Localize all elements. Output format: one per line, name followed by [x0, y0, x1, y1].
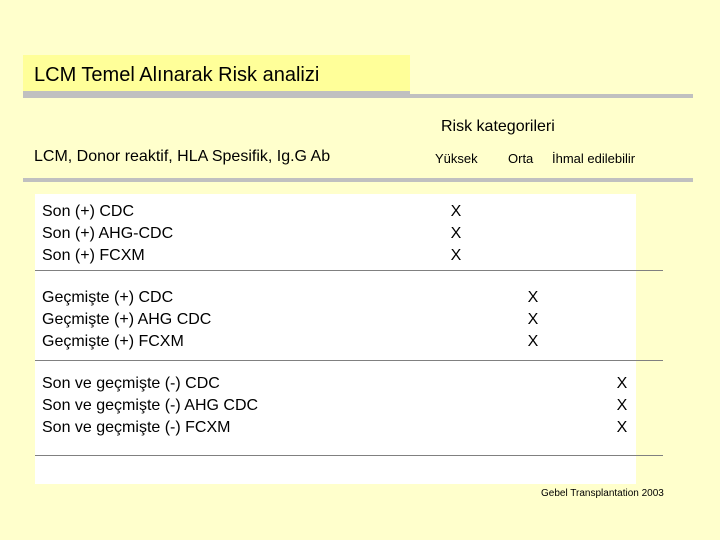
criterion-label: Son ve geçmişte (-) CDC — [42, 375, 220, 392]
criterion-label: Geçmişte (+) FCXM — [42, 333, 184, 350]
table-row-group-negligible — [42, 373, 258, 439]
criterion-label: Son ve geçmişte (-) FCXM — [42, 419, 231, 436]
marks-negligible — [615, 373, 629, 439]
row-divider — [35, 360, 663, 361]
x-mark: X — [527, 311, 539, 328]
x-mark: X — [616, 375, 628, 392]
row-divider — [35, 270, 663, 271]
table-row-group-medium — [42, 287, 211, 353]
x-mark: X — [527, 289, 539, 306]
x-mark: X — [450, 225, 462, 242]
x-mark: X — [450, 203, 462, 220]
x-mark: X — [527, 333, 539, 350]
criterion-label: Geçmişte (+) AHG CDC — [42, 311, 212, 328]
x-mark: X — [616, 397, 628, 414]
criterion-label: Son ve geçmişte (-) AHG CDC — [42, 397, 259, 414]
column-negligible: İhmal edilebilir — [552, 151, 636, 166]
header-rule — [23, 178, 693, 182]
marks-high — [449, 201, 463, 267]
criteria-heading: LCM, Donor reaktif, HLA Spesifik, Ig.G Ab — [34, 148, 331, 165]
column-medium: Orta — [508, 151, 534, 166]
row-divider — [35, 455, 663, 456]
criterion-label: Son (+) CDC — [42, 203, 135, 220]
x-mark: X — [616, 419, 628, 436]
source-citation: Gebel Transplantation 2003 — [541, 488, 664, 499]
page-title: LCM Temel Alınarak Risk analizi — [34, 64, 320, 86]
title-rule — [23, 94, 693, 98]
criterion-label: Geçmişte (+) CDC — [42, 289, 174, 306]
x-mark: X — [450, 247, 462, 264]
column-high: Yüksek — [435, 151, 478, 166]
marks-medium — [526, 287, 540, 353]
table-row-group-high — [42, 201, 173, 267]
title-box — [23, 55, 410, 95]
criterion-label: Son (+) AHG-CDC — [42, 225, 174, 242]
criterion-label: Son (+) FCXM — [42, 247, 145, 264]
risk-categories-heading: Risk kategorileri — [441, 118, 555, 135]
